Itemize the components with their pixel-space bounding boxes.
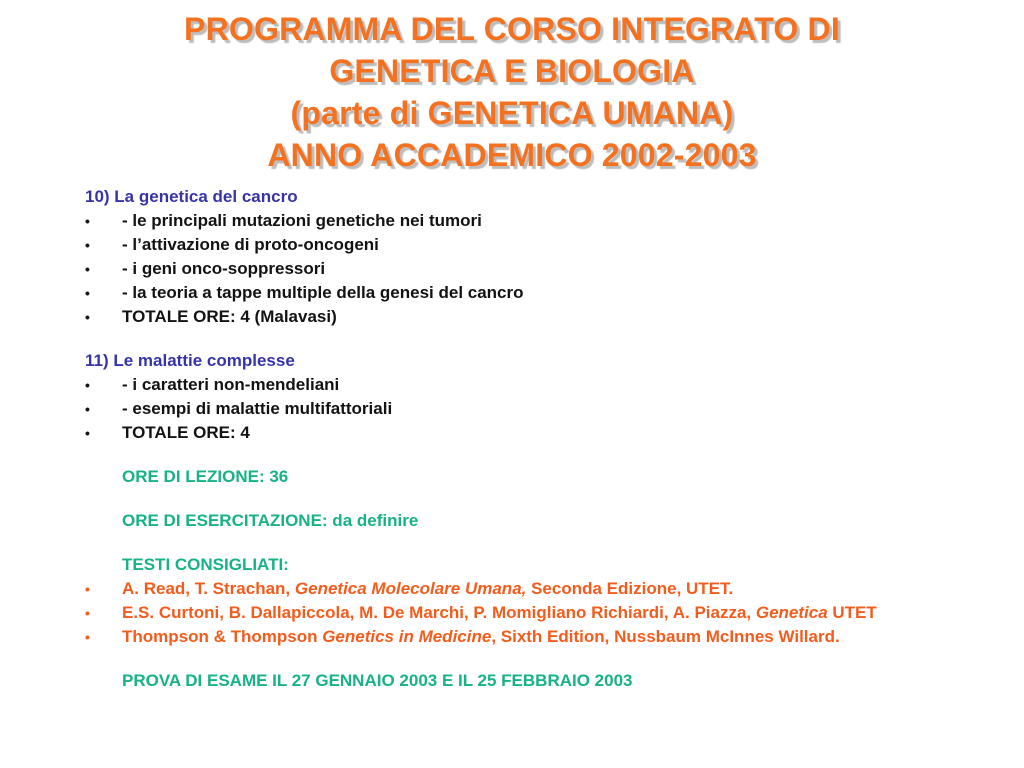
bullet-icon: • — [85, 425, 90, 441]
bullet-item — [85, 625, 975, 649]
slide-title — [0, 0, 1024, 176]
bullet-icon: • — [85, 581, 90, 597]
line-text: - la teoria a tappe multiple della genesi del cancro — [122, 283, 524, 302]
bullet-item — [85, 421, 975, 445]
text-line — [122, 509, 975, 533]
bullet-icon: • — [85, 213, 90, 229]
bullet-item — [85, 601, 975, 625]
line-text: PROVA DI ESAME IL 27 GENNAIO 2003 E IL 25 FEBBRAIO 2003 — [122, 671, 633, 690]
section-heading — [85, 349, 975, 373]
bullet-item — [85, 373, 975, 397]
line-text: - i caratteri non-mendeliani — [122, 375, 340, 394]
line-text: TESTI CONSIGLIATI: — [122, 555, 289, 574]
line-text: ORE DI ESERCITAZIONE: da definire — [122, 511, 419, 530]
bullet-icon: • — [85, 285, 90, 301]
bullet-item — [85, 209, 975, 233]
bullet-icon: • — [85, 261, 90, 277]
bullet-item — [85, 281, 975, 305]
title-line: PROGRAMMA DEL CORSO INTEGRATO DI — [184, 11, 840, 47]
bullet-item — [85, 397, 975, 421]
line-text: - le principali mutazioni genetiche nei tumori — [122, 211, 482, 230]
title-line: (parte di GENETICA UMANA) — [290, 95, 734, 131]
bullet-icon: • — [85, 605, 90, 621]
line-text: E.S. Curtoni, B. Dallapiccola, M. De Marchi, P. Momigliano Richiardi, A. Piazza, Genetica UTET — [122, 603, 877, 622]
line-text: 11) Le malattie complesse — [85, 351, 295, 370]
bullet-item — [85, 257, 975, 281]
text-line — [122, 465, 975, 489]
bullet-item — [85, 305, 975, 329]
spacer — [85, 533, 975, 553]
title-line: GENETICA E BIOLOGIA — [329, 53, 695, 89]
line-text: - l’attivazione di proto-oncogeni — [122, 235, 379, 254]
line-text: - i geni onco-soppressori — [122, 259, 326, 278]
line-text: A. Read, T. Strachan, Genetica Molecolare Umana, Seconda Edizione, UTET. — [122, 579, 734, 598]
slide-body — [85, 185, 975, 693]
bullet-item — [85, 233, 975, 257]
line-text: ORE DI LEZIONE: 36 — [122, 467, 289, 486]
bullet-icon: • — [85, 309, 90, 325]
line-text: TOTALE ORE: 4 (Malavasi) — [122, 307, 337, 326]
bullet-icon: • — [85, 237, 90, 253]
spacer — [85, 649, 975, 669]
line-text: Thompson & Thompson Genetics in Medicine, Sixth Edition, Nussbaum McInnes Willard. — [122, 627, 840, 646]
bullet-icon: • — [85, 377, 90, 393]
line-text: - esempi di malattie multifattoriali — [122, 399, 393, 418]
spacer — [85, 489, 975, 509]
bullet-icon: • — [85, 401, 90, 417]
title-line: ANNO ACCADEMICO 2002-2003 — [267, 137, 757, 173]
text-line — [122, 553, 975, 577]
line-text: TOTALE ORE: 4 — [122, 423, 250, 442]
section-heading — [85, 185, 975, 209]
spacer — [85, 329, 975, 349]
text-line — [122, 669, 975, 693]
bullet-icon: • — [85, 629, 90, 645]
spacer — [85, 445, 975, 465]
bullet-item — [85, 577, 975, 601]
line-text: 10) La genetica del cancro — [85, 187, 298, 206]
